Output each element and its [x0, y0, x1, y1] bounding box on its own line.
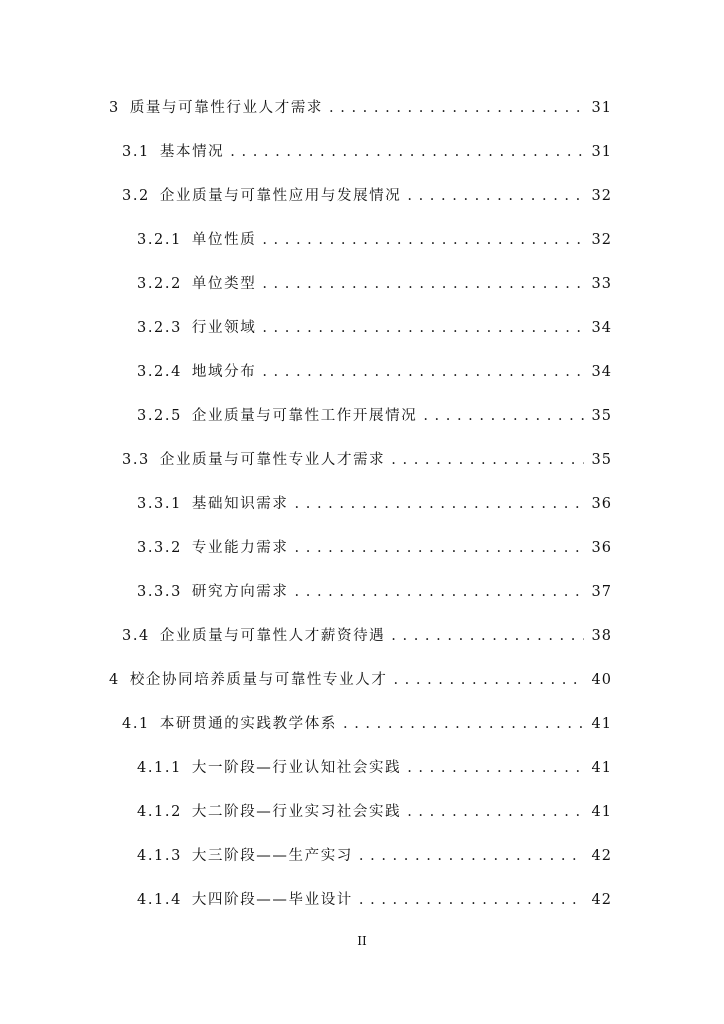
toc-entry[interactable] — [109, 668, 612, 692]
toc-entry-number: 3.3.3 — [137, 584, 182, 600]
toc-dot-leader — [391, 628, 583, 644]
toc-entry-title: 基础知识需求 — [191, 496, 289, 512]
toc-entry[interactable] — [109, 96, 612, 120]
toc-entry-page: 42 — [591, 892, 612, 908]
toc-entry-page: 34 — [591, 320, 612, 336]
toc-entry-page: 32 — [591, 232, 612, 248]
toc-entry-number: 3.1 — [122, 144, 150, 160]
toc-entry[interactable] — [137, 316, 612, 340]
toc-entry[interactable] — [122, 624, 612, 648]
toc-entry-number: 3.3.2 — [137, 540, 182, 556]
toc-entry-title: 大四阶段——毕业设计 — [191, 892, 353, 908]
toc-entry-number: 3 — [109, 100, 120, 116]
toc-dot-leader — [393, 672, 583, 688]
toc-dot-leader — [359, 892, 584, 908]
toc-entry-title: 研究方向需求 — [191, 584, 289, 600]
toc-entry-number: 4.1.4 — [137, 892, 182, 908]
toc-entry-number: 3.2 — [122, 188, 150, 204]
toc-entry-page: 33 — [591, 276, 612, 292]
toc-entry-number: 3.2.4 — [137, 364, 182, 380]
toc-entry[interactable] — [137, 756, 612, 780]
toc-entry[interactable] — [137, 272, 612, 296]
toc-entry-page: 41 — [591, 804, 612, 820]
toc-entry-title: 单位性质 — [191, 232, 257, 248]
toc-entry-number: 3.4 — [122, 628, 150, 644]
toc-entry-page: 41 — [591, 760, 612, 776]
toc-entry-number: 4.1.3 — [137, 848, 182, 864]
toc-entry-title: 企业质量与可靠性专业人才需求 — [159, 452, 386, 468]
toc-entry-title: 企业质量与可靠性工作开展情况 — [191, 408, 418, 424]
toc-entry-title: 校企协同培养质量与可靠性专业人才 — [129, 672, 388, 688]
toc-entry-page: 31 — [591, 100, 612, 116]
toc-entry[interactable] — [122, 712, 612, 736]
toc-dot-leader — [230, 144, 583, 160]
toc-entry[interactable] — [137, 228, 612, 252]
toc-entry-page: 40 — [591, 672, 612, 688]
toc-entry-number: 3.2.1 — [137, 232, 182, 248]
toc-entry-page: 31 — [591, 144, 612, 160]
toc-entry[interactable] — [137, 492, 612, 516]
toc-dot-leader — [262, 364, 583, 380]
toc-entry-title: 企业质量与可靠性应用与发展情况 — [159, 188, 402, 204]
toc-entry[interactable] — [137, 360, 612, 384]
toc-dot-leader — [407, 760, 583, 776]
toc-entry-title: 大二阶段—行业实习社会实践 — [191, 804, 402, 820]
toc-entry-number: 3.2.2 — [137, 276, 182, 292]
toc-entry-page: 35 — [591, 452, 612, 468]
toc-entry-number: 3.2.5 — [137, 408, 182, 424]
toc-entry-number: 4.1.1 — [137, 760, 182, 776]
toc-entry-title: 专业能力需求 — [191, 540, 289, 556]
toc-dot-leader — [295, 584, 584, 600]
toc-entry-page: 36 — [591, 540, 612, 556]
toc-entry-page: 35 — [591, 408, 612, 424]
toc-dot-leader — [423, 408, 583, 424]
toc-entry[interactable] — [137, 404, 612, 428]
toc-entry-page: 36 — [591, 496, 612, 512]
toc-dot-leader — [343, 716, 584, 732]
toc-entry-title: 单位类型 — [191, 276, 257, 292]
toc-entry-title: 基本情况 — [159, 144, 225, 160]
toc-dot-leader — [295, 496, 584, 512]
toc-entry-title: 大三阶段——生产实习 — [191, 848, 353, 864]
toc-dot-leader — [262, 320, 583, 336]
page-number: II — [357, 934, 367, 948]
toc-entry-page: 34 — [591, 364, 612, 380]
toc-entry-page: 41 — [591, 716, 612, 732]
toc-entry[interactable] — [137, 580, 612, 604]
toc-entry-title: 大一阶段—行业认知社会实践 — [191, 760, 402, 776]
toc-dot-leader — [262, 232, 583, 248]
toc-entry-number: 3.2.3 — [137, 320, 182, 336]
toc-entry[interactable] — [122, 184, 612, 208]
toc-entry-number: 3.3 — [122, 452, 150, 468]
toc-entry-title: 质量与可靠性行业人才需求 — [129, 100, 324, 116]
toc-entry[interactable] — [137, 536, 612, 560]
toc-dot-leader — [407, 804, 583, 820]
toc-entry-number: 3.3.1 — [137, 496, 182, 512]
toc-entry-number: 4.1 — [122, 716, 150, 732]
toc-dot-leader — [262, 276, 583, 292]
toc-entry-title: 地域分布 — [191, 364, 257, 380]
toc-entry-title: 企业质量与可靠性人才薪资待遇 — [159, 628, 386, 644]
toc-entry[interactable] — [137, 888, 612, 912]
toc-entry-title: 本研贯通的实践教学体系 — [159, 716, 337, 732]
toc-entry[interactable] — [122, 448, 612, 472]
toc-entry[interactable] — [122, 140, 612, 164]
toc-entry-page: 38 — [591, 628, 612, 644]
toc-entry-page: 32 — [591, 188, 612, 204]
toc-entry-page: 42 — [591, 848, 612, 864]
toc-entry[interactable] — [137, 844, 612, 868]
toc-entry-number: 4 — [109, 672, 120, 688]
toc-entry-number: 4.1.2 — [137, 804, 182, 820]
toc-dot-leader — [391, 452, 583, 468]
toc-dot-leader — [329, 100, 584, 116]
toc-dot-leader — [359, 848, 584, 864]
toc-dot-leader — [295, 540, 584, 556]
toc-entry-page: 37 — [591, 584, 612, 600]
toc-entry-title: 行业领域 — [191, 320, 257, 336]
toc-dot-leader — [407, 188, 583, 204]
toc-entry[interactable] — [137, 800, 612, 824]
